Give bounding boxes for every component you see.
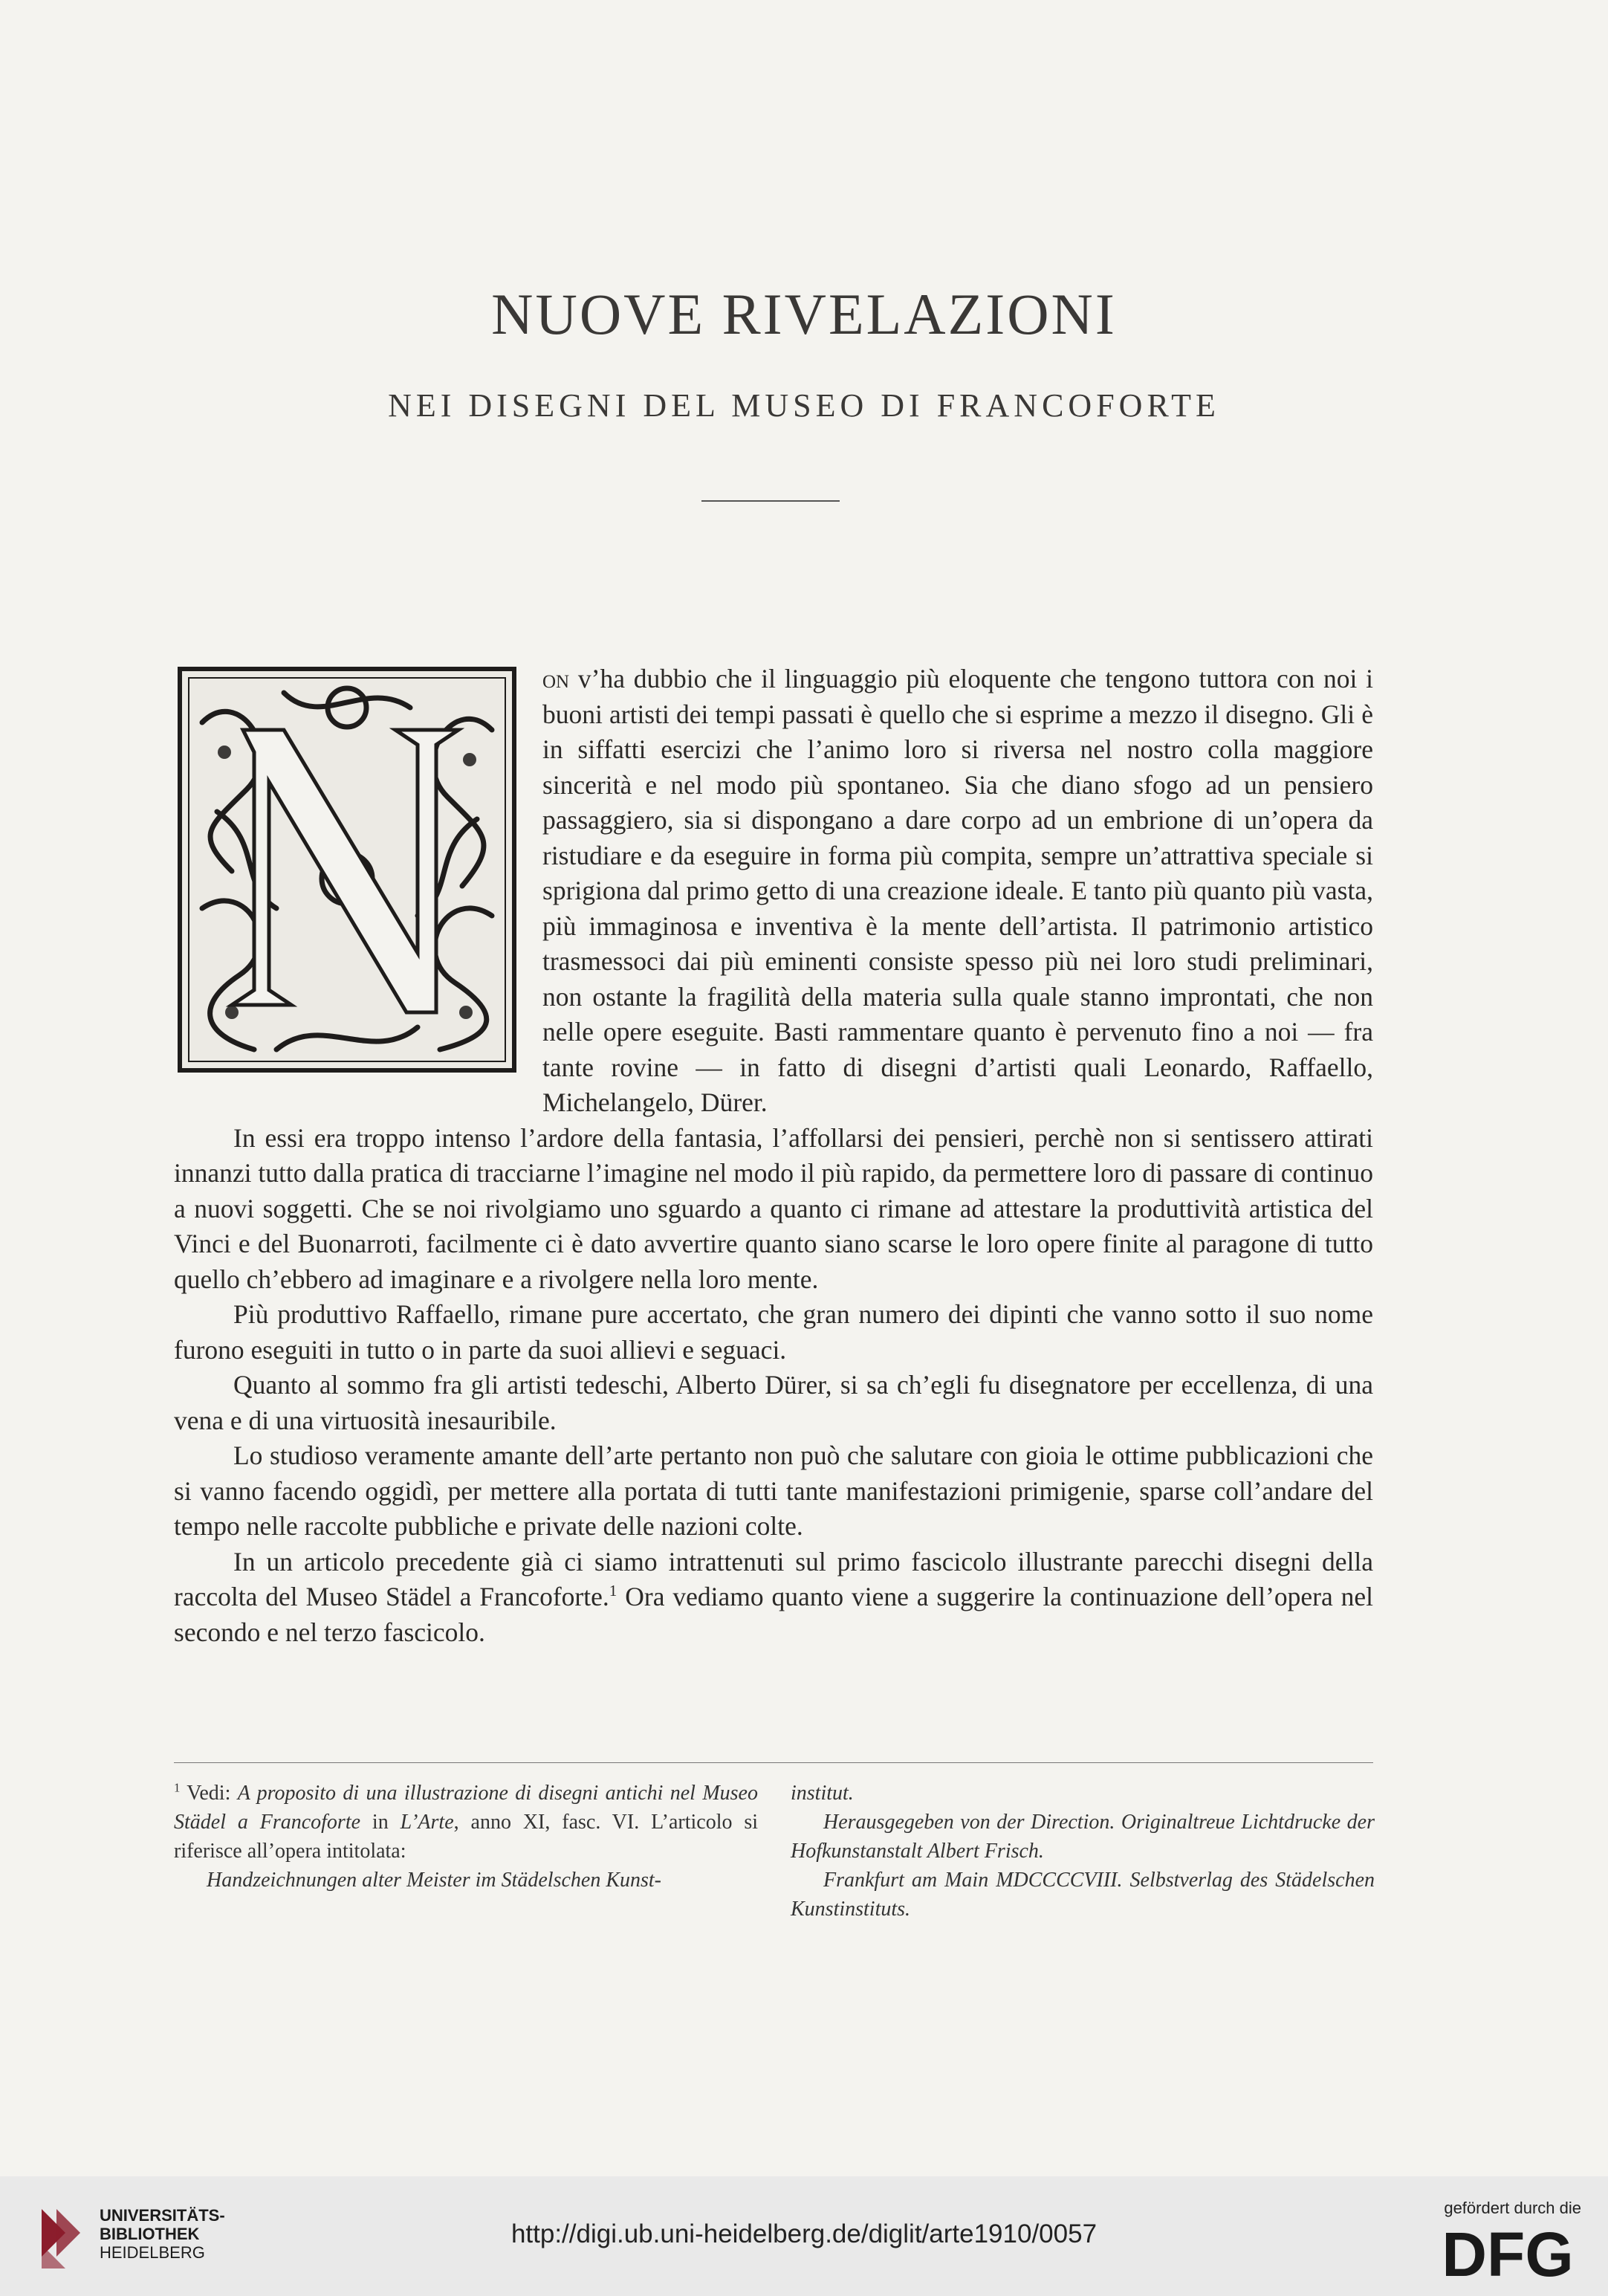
footnote-text: , anno XI, fasc. VI. L’articolo si riferisce all’opera intitolata: bbox=[174, 1811, 759, 1863]
paragraph-5: Lo studioso veramente amante dell’arte pertanto non può che salutare con gioia le ottime pubblicazioni che si vanno facendo oggidì, per mettere alla portata di tutti tante manifestazioni primigenie, sparse coll’andare del tempo nelle raccolte pubbliche e private delle nazioni colte. bbox=[174, 1440, 1373, 1541]
library-name-line-3: HEIDELBERG bbox=[100, 2243, 205, 2262]
footnote-reference: 1 bbox=[609, 1582, 617, 1600]
paragraph-6 bbox=[174, 1545, 1373, 1651]
dfg-logo-text: DFG bbox=[1442, 2224, 1574, 2282]
paragraph-2: In essi era troppo intenso l’ardore della fantasia, l’affollarsi dei pensieri, perchè non si sentissero attirati innanzi tutto dalla pratica di tracciarne l’imagine nel modo il più rapido, da permettere loro di passare di continuo a nuovi soggetti. Che se noi rivolgiamo uno sguardo a quanto ci rimane ad attestare la produttività artistica del Vinci e del Buonarroti, facilmente ci è dato avvertire quanto siano scarse le loro opere finite al paragone di tutto quello ch’ebbero ad imaginare e a rivolgere nella loro mente. bbox=[174, 1122, 1373, 1294]
paragraph-6-text-a: In un articolo precedente già ci siamo intrattenuti sul primo fascicolo illustrante parecchi disegni della raccolta del Museo Städel a Francoforte. bbox=[174, 1546, 1373, 1611]
footnote-text: Vedi: bbox=[180, 1782, 238, 1805]
paragraph-6-text-b: Ora vediamo quanto viene a suggerire la continuazione dell’opera nel secondo e nel terzo fascicolo. bbox=[174, 1582, 1373, 1647]
paragraph-4: Quanto al sommo fra gli artisti tedeschi, Alberto Dürer, si sa ch’egli fu disegnatore per eccellenza, di una vena e di una virtuosità inesauribile. bbox=[174, 1370, 1373, 1435]
footnote-marker: 1 bbox=[174, 1780, 181, 1795]
library-name-line-2: BIBLIOTHEK bbox=[100, 2225, 200, 2243]
footnote-work-title: Handzeichnungen alter Meister im Städelschen Kunst- bbox=[207, 1869, 662, 1892]
permalink-url[interactable]: http://digi.ub.uni-heidelberg.de/diglit/arte1910/0057 bbox=[510, 2219, 1098, 2248]
title-divider bbox=[701, 500, 840, 502]
footnote-1 bbox=[174, 1779, 758, 1866]
footnote-journal: L’Arte bbox=[400, 1811, 454, 1834]
footnote-column-left bbox=[174, 1779, 758, 1895]
footnote-imprint: Frankfurt am Main MDCCCCVIII. Selbstverlag des Städelschen Kunstinstituts. bbox=[791, 1869, 1375, 1921]
footnote-publisher: Herausgegeben von der Direction. Originaltreue Lichtdrucke der Hofkunstanstalt Albert Frisch. bbox=[791, 1811, 1375, 1863]
footnote-divider bbox=[174, 1762, 1373, 1763]
paragraph-3: Più produttivo Raffaello, rimane pure accertato, che gran numero dei dipinti che vanno sotto il suo nome furono eseguiti in tutto o in parte da suoi allievi e seguaci. bbox=[174, 1299, 1373, 1365]
initial-spacer bbox=[174, 662, 542, 1087]
paragraph-1 bbox=[174, 662, 1373, 1121]
library-name-line-1: UNIVERSITÄTS- bbox=[100, 2206, 225, 2225]
funded-by-label: gefördert durch die bbox=[1444, 2199, 1581, 2217]
footnotes bbox=[174, 1779, 1373, 1950]
dfg-logo-icon[interactable] bbox=[1431, 2224, 1584, 2282]
article-subtitle: NEI DISEGNI DEL MUSEO DI FRANCOFORTE bbox=[388, 387, 1220, 424]
footnote-article-title: A proposito di una illustrazione di disegni antichi nel Museo Städel a Francoforte bbox=[174, 1782, 758, 1834]
opening-smallcaps: on bbox=[542, 664, 570, 693]
footnote-column-right bbox=[791, 1779, 1375, 1924]
article-body bbox=[174, 662, 1373, 1650]
article-title: NUOVE RIVELAZIONI bbox=[491, 282, 1117, 346]
footnote-text: in bbox=[360, 1811, 401, 1834]
footnote-work-title-cont: institut. bbox=[791, 1782, 854, 1805]
paragraph-1-text: v’ha dubbio che il linguaggio più eloquente che tengono tuttora con noi i buoni artisti dei tempi passati è quello che si esprime a mezzo il disegno. Gli è in siffatti esercizi che l’animo loro si riversa nel nostro colla maggiore sincerità e nel modo più spontaneo. Sia che diano sfogo ad un pensiero passaggiero, sia si dispongano a dare corpo ad un embrione di un’opera da ristudiare e da eseguire in forma più compita, sempre un’attrattiva speciale si sprigiona dal primo getto di una creazione ideale. E tanto più quanto più vasta, più immaginosa e inventiva è la mente dell’artista. Il patrimonio artistico trasmessoci dai più eminenti consiste spesso più nei loro studi preliminari, non ostante la fragilità della materia sulla quale stanno improntati, che non nelle opere eseguite. Basti rammentare quanto è pervenuto fino a noi — fra tante rovine — in fatto di disegni d’artisti quali Leonardo, Raffaello, Michelangelo, Dürer. bbox=[542, 664, 1373, 1117]
viewer-footer bbox=[0, 2176, 1608, 2296]
